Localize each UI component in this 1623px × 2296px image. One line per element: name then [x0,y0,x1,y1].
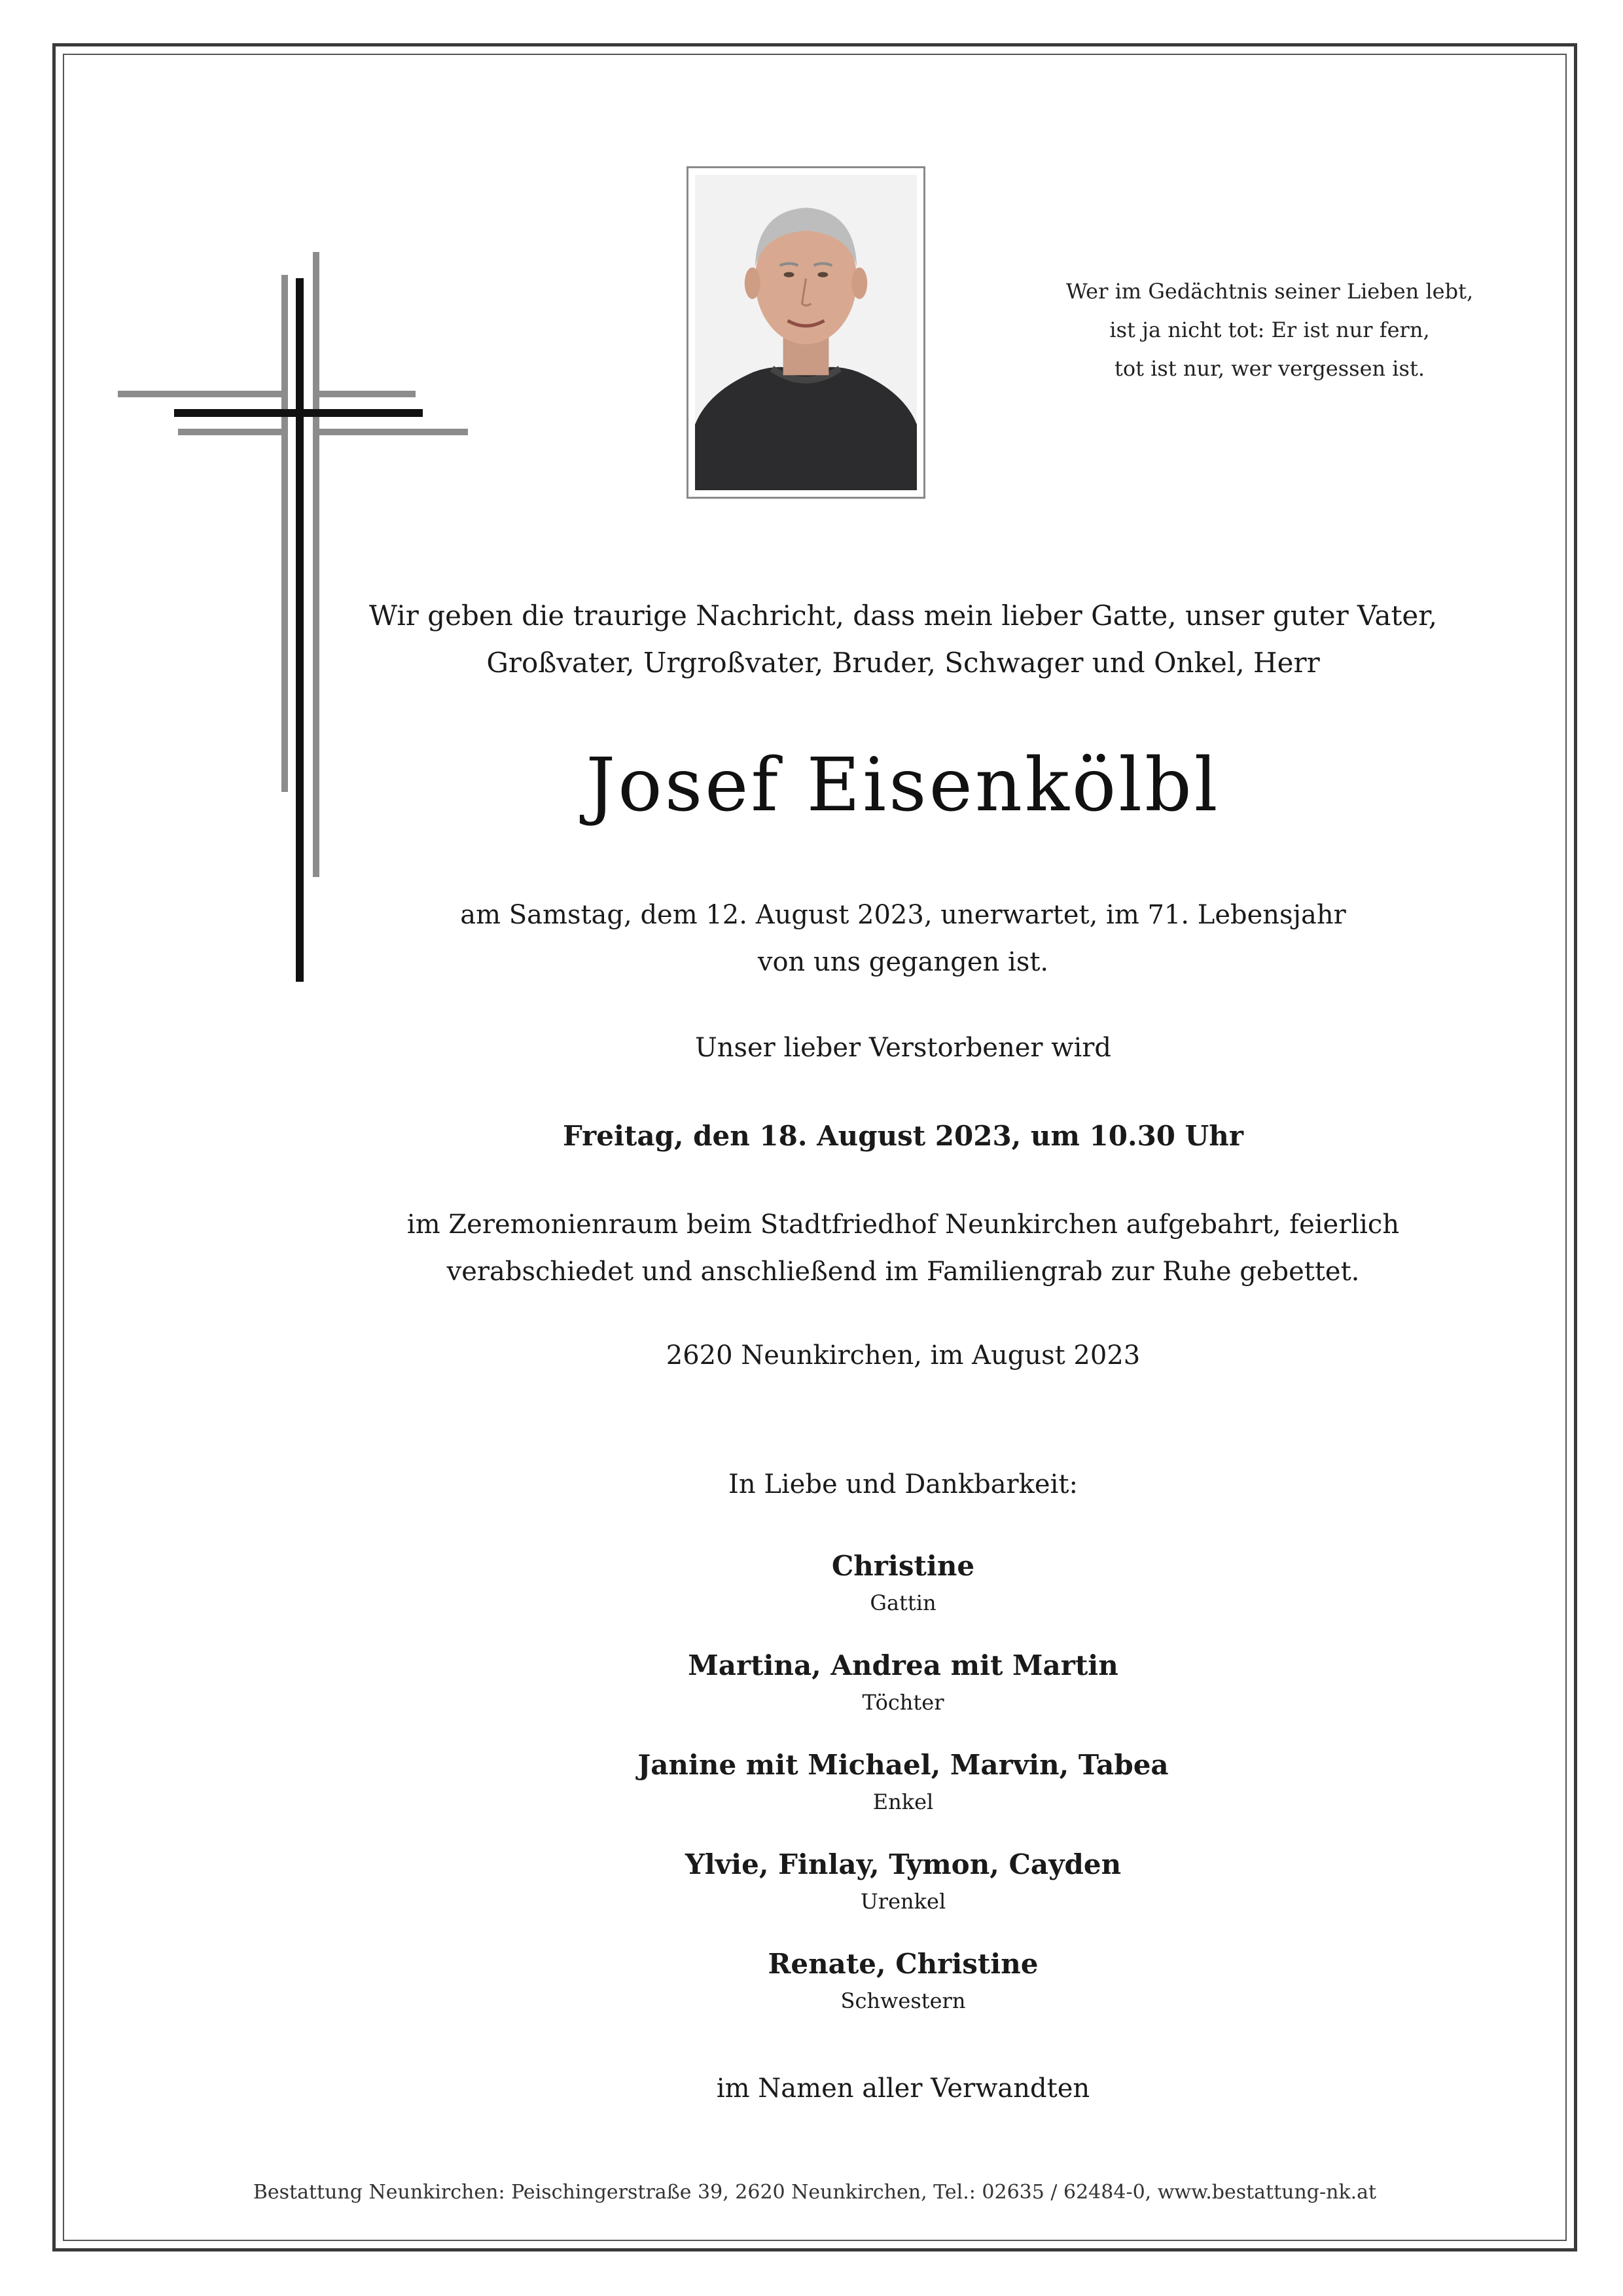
mourner-relation: Enkel [872,1789,934,1814]
mourner-names: Christine [831,1550,975,1582]
place-date: 2620 Neunkirchen, im August 2023 [666,1340,1141,1371]
mourner-names: Ylvie, Finlay, Tymon, Cayden [685,1848,1122,1880]
intro-line: Wir geben die traurige Nachricht, dass mein lieber Gatte, unser guter Vater, [368,600,1438,632]
mourner-group [353,1545,1453,1618]
quote-line: tot ist nur, wer vergessen ist. [1115,356,1425,381]
mourner-relation: Schwestern [840,1988,966,2013]
ceremony-line: im Zeremonienraum beim Stadtfriedhof Neunkirchen aufgebahrt, feierlich [406,1210,1400,1240]
announcement-intro [353,592,1453,687]
mourner-names: Janine mit Michael, Marvin, Tabea [637,1749,1169,1781]
mourner-group [353,1644,1453,1717]
mourner-group [353,1744,1453,1817]
ceremony-date: Freitag, den 18. August 2023, um 10.30 Uhr [563,1120,1243,1152]
mourners-list [353,1545,1453,2042]
intro-line: Großvater, Urgroßvater, Bruder, Schwager und Onkel, Herr [486,647,1320,679]
mourner-names: Martina, Andrea mit Martin [688,1649,1118,1681]
mourner-relation: Urenkel [860,1889,946,1914]
mourner-relation: Gattin [870,1590,936,1615]
quote-line: Wer im Gedächtnis seiner Lieben lebt, [1065,279,1474,304]
mourner-group [353,1843,1453,1916]
deceased-name: Josef Eisenkölbl [586,743,1221,828]
death-line: von uns gegangen ist. [757,947,1049,977]
death-line: am Samstag, dem 12. August 2023, unerwartet, im 71. Lebensjahr [460,900,1346,930]
memorial-quote [982,272,1558,388]
funeral-home-footer: Bestattung Neunkirchen: Peischingerstraße 39, 2620 Neunkirchen, Tel.: 02635 / 62484-0, www.bestattung-nk.at [253,2181,1377,2204]
ceremony-line: verabschiedet und anschließend im Familiengrab zur Ruhe gebettet. [446,1257,1360,1287]
mourner-relation: Töchter [862,1690,944,1715]
portrait-frame [687,166,925,499]
deceased-will-text: Unser lieber Verstorbener wird [695,1033,1111,1063]
mourners-heading: In Liebe und Dankbarkeit: [728,1469,1078,1499]
death-notice [353,891,1453,986]
portrait-photo [695,175,917,490]
mourner-group [353,1943,1453,2016]
quote-line: ist ja nicht tot: Er ist nur fern, [1109,317,1430,342]
mourner-names: Renate, Christine [768,1948,1039,1980]
ceremony-details [353,1201,1453,1295]
closing-line: im Namen aller Verwandten [716,2073,1090,2104]
